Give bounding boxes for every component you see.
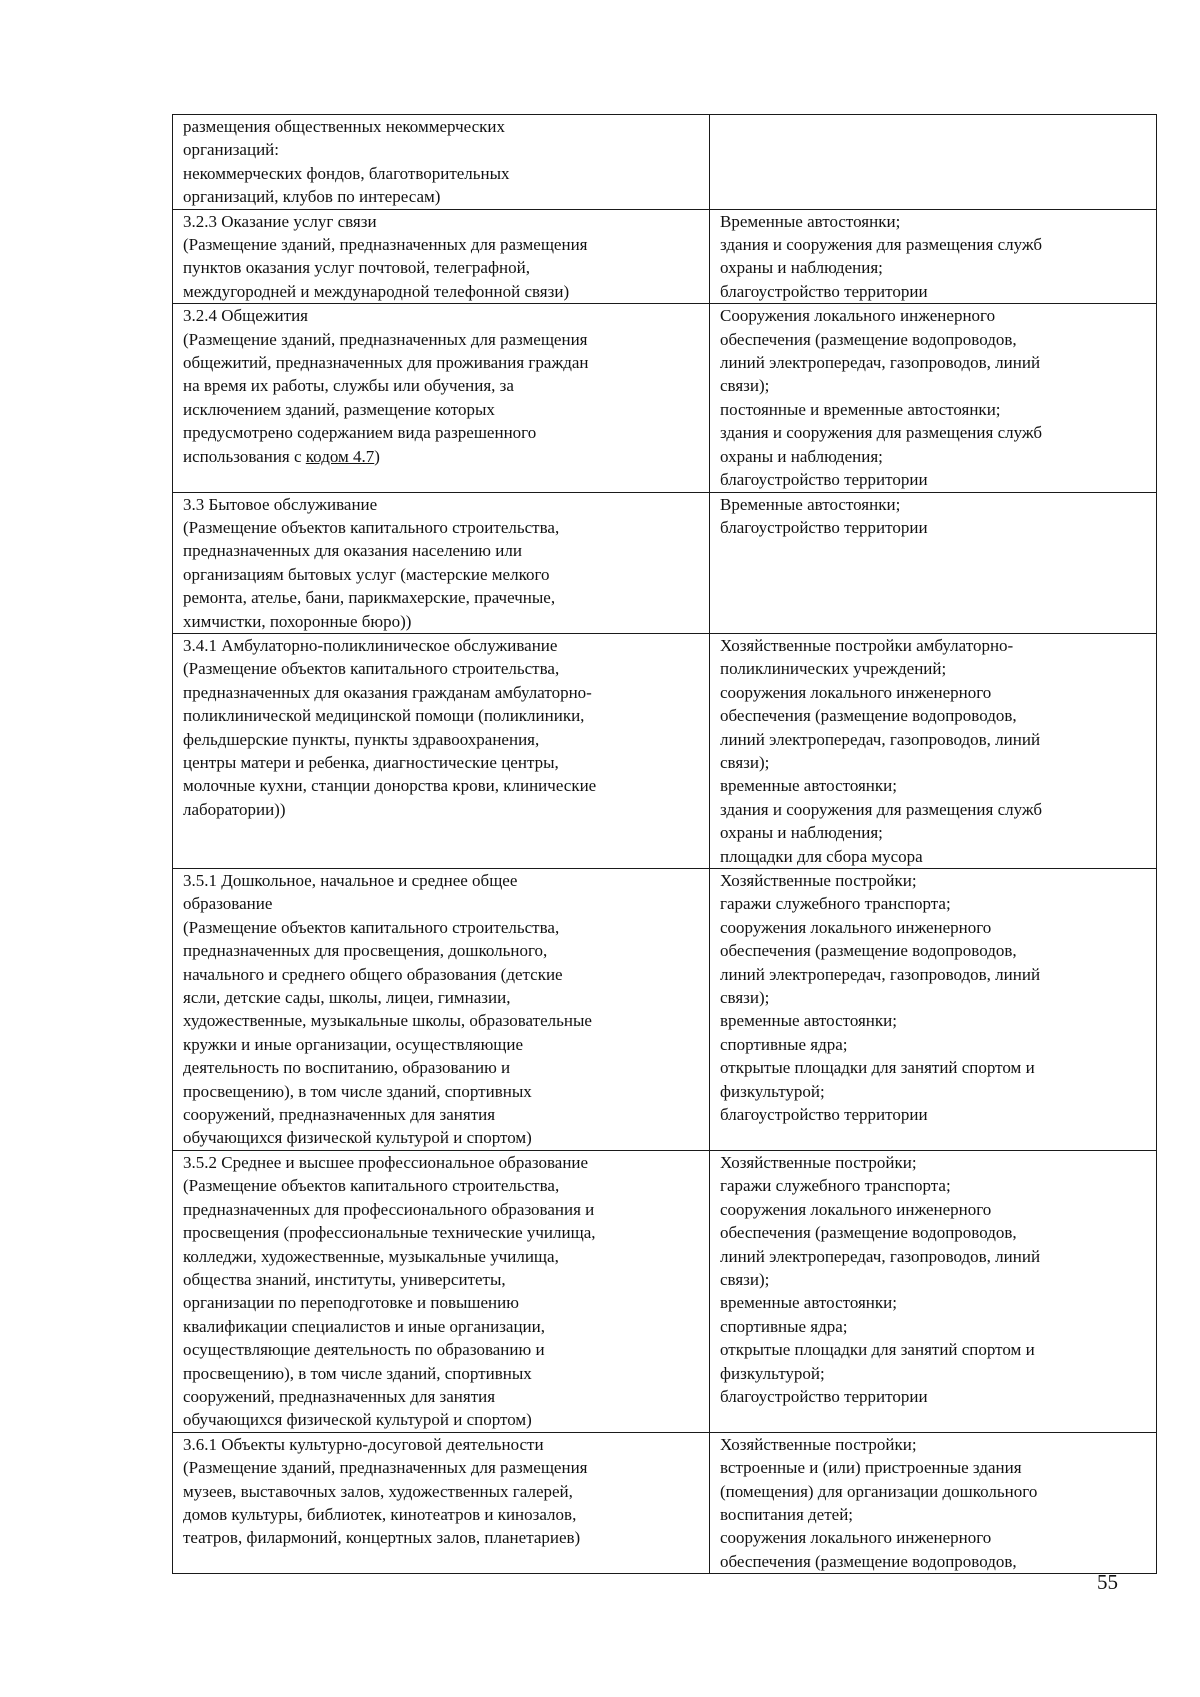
text-line: предназначенных для оказания гражданам амбулаторно-	[183, 682, 592, 702]
text-line: колледжи, художественные, музыкальные училища,	[183, 1246, 559, 1266]
auxiliary-uses-cell	[710, 209, 1157, 304]
text-line: некоммерческих фондов, благотворительных	[183, 163, 510, 183]
table-row	[173, 492, 1157, 633]
use-description-cell	[173, 869, 710, 1151]
text-line: (помещения) для организации дошкольного	[720, 1481, 1038, 1501]
text-line: (Размещение зданий, предназначенных для размещения	[183, 235, 588, 255]
text-line: молочные кухни, станции донорства крови, клинические	[183, 776, 597, 796]
text-line: предназначенных для оказания населению или	[183, 541, 522, 561]
use-description-cell	[173, 1150, 710, 1432]
text-line: просвещению), в том числе зданий, спортивных	[183, 1081, 532, 1101]
text-line: постоянные и временные автостоянки;	[720, 399, 1001, 419]
text-line: (Размещение зданий, предназначенных для размещения	[183, 1458, 588, 1478]
text-line: центры матери и ребенка, диагностические центры,	[183, 752, 559, 772]
text-line: организациям бытовых услуг (мастерские мелкого	[183, 564, 550, 584]
text-line: обеспечения (размещение водопроводов,	[720, 941, 1017, 961]
text-line: спортивные ядра;	[720, 1316, 848, 1336]
page-number: 55	[1097, 1570, 1118, 1594]
text-line: временные автостоянки;	[720, 1011, 897, 1031]
text-line: театров, филармоний, концертных залов, планетариев)	[183, 1528, 581, 1548]
text-line: обучающихся физической культурой и спортом)	[183, 1410, 532, 1430]
text-line: физкультурой;	[720, 1363, 825, 1383]
text-line: спортивные ядра;	[720, 1034, 848, 1054]
text-line: химчистки, похоронные бюро))	[183, 611, 412, 631]
table-row	[173, 633, 1157, 868]
text-line: организации по переподготовке и повышению	[183, 1293, 519, 1313]
table-row	[173, 304, 1157, 492]
text-line: здания и сооружения для размещения служб	[720, 799, 1043, 819]
text-line: квалификации специалистов и иные организации,	[183, 1316, 546, 1336]
text-line: (Размещение объектов капитального строительства,	[183, 1176, 560, 1196]
text-fragment: использования с	[183, 446, 306, 466]
text-line: (Размещение объектов капитального строительства,	[183, 917, 560, 937]
text-line: сооружения локального инженерного	[720, 682, 992, 702]
text-line: воспитания детей;	[720, 1504, 854, 1524]
text-line: связи);	[720, 988, 770, 1008]
text-line: встроенные и (или) пристроенные здания	[720, 1458, 1022, 1478]
text-line: обучающихся физической культурой и спортом)	[183, 1128, 532, 1148]
code-reference-link[interactable]: кодом 4.7	[305, 446, 375, 466]
table-body	[173, 115, 1157, 1574]
text-line: общества знаний, институты, университеты,	[183, 1269, 506, 1289]
text-line: (Размещение объектов капитального строительства,	[183, 659, 560, 679]
text-line: 3.2.4 Общежития	[183, 306, 309, 326]
text-line: открытые площадки для занятий спортом и	[720, 1340, 1035, 1360]
use-description-cell	[173, 209, 710, 304]
table-row	[173, 1432, 1157, 1573]
text-line: охраны и наблюдения;	[720, 258, 883, 278]
text-line: общежитий, предназначенных для проживания граждан	[183, 353, 589, 373]
use-description-cell	[173, 304, 710, 492]
text-line: просвещения (профессиональные технические училища,	[183, 1223, 596, 1243]
auxiliary-uses-cell	[710, 492, 1157, 633]
text-line: 3.5.1 Дошкольное, начальное и среднее общее	[183, 871, 518, 890]
use-description-cell	[173, 1432, 710, 1573]
table-row	[173, 1150, 1157, 1432]
text-line: сооружения локального инженерного	[720, 1528, 992, 1548]
text-line: домов культуры, библиотек, кинотеатров и кинозалов,	[183, 1504, 577, 1524]
text-line: организаций, клубов по интересам)	[183, 187, 441, 207]
auxiliary-uses-cell	[710, 304, 1157, 492]
use-description-cell	[173, 492, 710, 633]
text-line: временные автостоянки;	[720, 1293, 897, 1313]
auxiliary-uses-cell	[710, 869, 1157, 1151]
use-description-cell	[173, 115, 710, 210]
text-line: гаражи служебного транспорта;	[720, 1176, 951, 1196]
text-line: 3.4.1 Амбулаторно-поликлиническое обслуживание	[183, 635, 558, 655]
table-row	[173, 209, 1157, 304]
text-line: (Размещение объектов капитального строительства,	[183, 517, 560, 537]
text-line: предусмотрено содержанием вида разрешенного	[183, 423, 537, 443]
text-line: 3.6.1 Объекты культурно-досуговой деятельности	[183, 1434, 544, 1454]
text-line: благоустройство территории	[720, 281, 928, 301]
auxiliary-uses-cell	[710, 115, 1157, 210]
text-line: 3.3 Бытовое обслуживание	[183, 494, 378, 514]
text-line: благоустройство территории	[720, 1105, 928, 1125]
text-line: сооружений, предназначенных для занятия	[183, 1105, 496, 1125]
text-line: фельдшерские пункты, пункты здравоохранения,	[183, 729, 540, 749]
land-use-table	[172, 114, 1157, 1574]
text-line: организаций:	[183, 140, 279, 160]
text-line: благоустройство территории	[720, 517, 928, 537]
text-line: междугородней и международной телефонной связи)	[183, 281, 570, 301]
table-row	[173, 869, 1157, 1151]
table-row	[173, 115, 1157, 210]
text-line: обеспечения (размещение водопроводов,	[720, 1551, 1017, 1571]
text-line: деятельность по воспитанию, образованию и	[183, 1058, 511, 1078]
text-line: Временные автостоянки;	[720, 494, 901, 514]
text-line: линий электропередач, газопроводов, линий	[720, 964, 1041, 984]
text-line: благоустройство территории	[720, 1386, 928, 1406]
text-line: сооружения локального инженерного	[720, 1199, 992, 1219]
text-line: линий электропередач, газопроводов, линий	[720, 1246, 1041, 1266]
text-line: осуществляющие деятельность по образованию и	[183, 1340, 545, 1360]
text-line: обеспечения (размещение водопроводов,	[720, 329, 1017, 349]
text-line: музеев, выставочных залов, художественных галерей,	[183, 1481, 573, 1501]
text-line: начального и среднего общего образования (детские	[183, 964, 563, 984]
text-line: охраны и наблюдения;	[720, 823, 883, 843]
auxiliary-uses-cell	[710, 1432, 1157, 1573]
text-line: линий электропередач, газопроводов, линий	[720, 729, 1041, 749]
text-line: Хозяйственные постройки;	[720, 871, 917, 890]
text-line: 3.5.2 Среднее и высшее профессиональное образование	[183, 1152, 589, 1172]
text-line: ясли, детские сады, школы, лицеи, гимназии,	[183, 988, 511, 1008]
text-line: обеспечения (размещение водопроводов,	[720, 706, 1017, 726]
text-line: предназначенных для профессионального образования и	[183, 1199, 595, 1219]
text-line: Сооружения локального инженерного	[720, 306, 996, 326]
text-line: физкультурой;	[720, 1081, 825, 1101]
text-line: (Размещение зданий, предназначенных для размещения	[183, 329, 588, 349]
text-line: временные автостоянки;	[720, 776, 897, 796]
text-line: поликлинической медицинской помощи (поликлиники,	[183, 706, 585, 726]
text-line: связи);	[720, 376, 770, 396]
text-line: площадки для сбора мусора	[720, 846, 923, 866]
text-line: предназначенных для просвещения, дошкольного,	[183, 941, 548, 961]
text-line: размещения общественных некоммерческих	[183, 117, 506, 136]
text-line: поликлинических учреждений;	[720, 659, 947, 679]
text-line: сооружения локального инженерного	[720, 917, 992, 937]
text-line: Временные автостоянки;	[720, 211, 901, 231]
text-line: открытые площадки для занятий спортом и	[720, 1058, 1035, 1078]
auxiliary-uses-cell	[710, 633, 1157, 868]
text-line: пунктов оказания услуг почтовой, телеграфной,	[183, 258, 530, 278]
text-line: здания и сооружения для размещения служб	[720, 235, 1043, 255]
text-line: Хозяйственные постройки;	[720, 1434, 917, 1454]
text-line: сооружений, предназначенных для занятия	[183, 1386, 496, 1406]
text-line: ремонта, ателье, бани, парикмахерские, прачечные,	[183, 588, 556, 608]
text-line: гаражи служебного транспорта;	[720, 894, 951, 914]
text-line: связи);	[720, 752, 770, 772]
auxiliary-uses-cell	[710, 1150, 1157, 1432]
text-fragment: )	[374, 446, 380, 466]
text-line: на время их работы, службы или обучения, за	[183, 376, 514, 396]
text-line: образование	[183, 894, 273, 914]
text-line: просвещению), в том числе зданий, спортивных	[183, 1363, 532, 1383]
text-line: здания и сооружения для размещения служб	[720, 423, 1043, 443]
text-line	[183, 445, 701, 468]
text-line: Хозяйственные постройки;	[720, 1152, 917, 1172]
text-line: благоустройство территории	[720, 470, 928, 490]
text-line: художественные, музыкальные школы, образовательные	[183, 1011, 592, 1031]
text-line: Хозяйственные постройки амбулаторно-	[720, 635, 1014, 655]
text-line: охраны и наблюдения;	[720, 446, 883, 466]
text-line: исключением зданий, размещение которых	[183, 399, 495, 419]
text-line: 3.2.3 Оказание услуг связи	[183, 211, 377, 231]
text-line: линий электропередач, газопроводов, линий	[720, 353, 1041, 373]
text-line: связи);	[720, 1269, 770, 1289]
text-line: лаборатории))	[183, 799, 286, 819]
text-line: кружки и иные организации, осуществляющие	[183, 1034, 524, 1054]
use-description-cell	[173, 633, 710, 868]
text-line: обеспечения (размещение водопроводов,	[720, 1223, 1017, 1243]
